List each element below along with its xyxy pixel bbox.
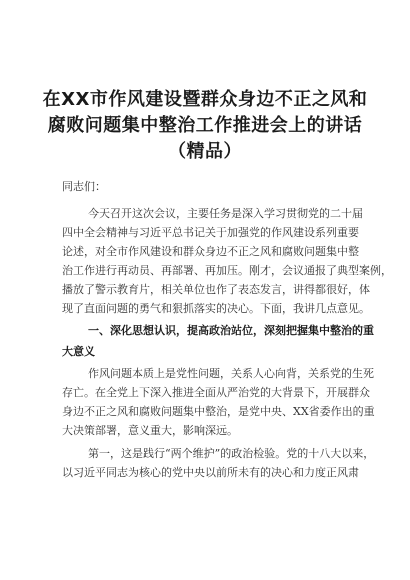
section-heading-line: 大意义: [62, 345, 95, 358]
paragraph-2-line: 存亡。在全党上下深入推进全面从严治党的大背景下，开展群众: [62, 386, 370, 399]
paragraph-1-line: 播放了警示教育片，相关单位也作了表态发言，讲得都很好，体: [62, 283, 370, 296]
paragraph-1-line: 四中全会精神与习近平总书记关于加强党的作风建设系列重要: [62, 226, 359, 239]
paragraph-1-line: 论述，对全市作风建设和群众身边不正之风和腐败问题集中整: [62, 245, 359, 258]
paragraph-3-line: 以习近平同志为核心的党中央以前所未有的决心和力度正风肃: [62, 466, 359, 479]
salutation: 同志们：: [62, 180, 106, 193]
document-title-line-3: （精品）: [168, 141, 242, 162]
paragraph-3-line: 第一，这是践行“两个维护”的政治检验。党的十八大以来，: [88, 447, 375, 460]
paragraph-1-line: 今天召开这次会议，主要任务是深入学习贯彻党的二十届: [88, 207, 363, 220]
paragraph-2-line: 身边不正之风和腐败问题集中整治，是党中央、XX省委作出的重: [62, 405, 375, 418]
section-heading-line: 一、深化思想认识，提高政治站位，深刻把握集中整治的重: [88, 324, 374, 337]
paragraph-2-line: 作风问题本质上是党性问题，关系人心向背，关系党的生死: [88, 367, 374, 380]
document-title-line-2: 腐败问题集中整治工作推进会上的讲话: [47, 115, 363, 136]
document-title-line-1: 在XX市作风建设暨群众身边不正之风和: [42, 89, 368, 110]
paragraph-1-line: 治工作进行再动员、再部署、再加压。刚才，会议通报了典型案例，: [62, 264, 392, 277]
paragraph-2-line: 大决策部署，意义重大，影响深远。: [62, 424, 238, 437]
paragraph-1-line: 现了直面问题的勇气和狠抓落实的决心。下面，我讲几点意见。: [62, 302, 370, 315]
